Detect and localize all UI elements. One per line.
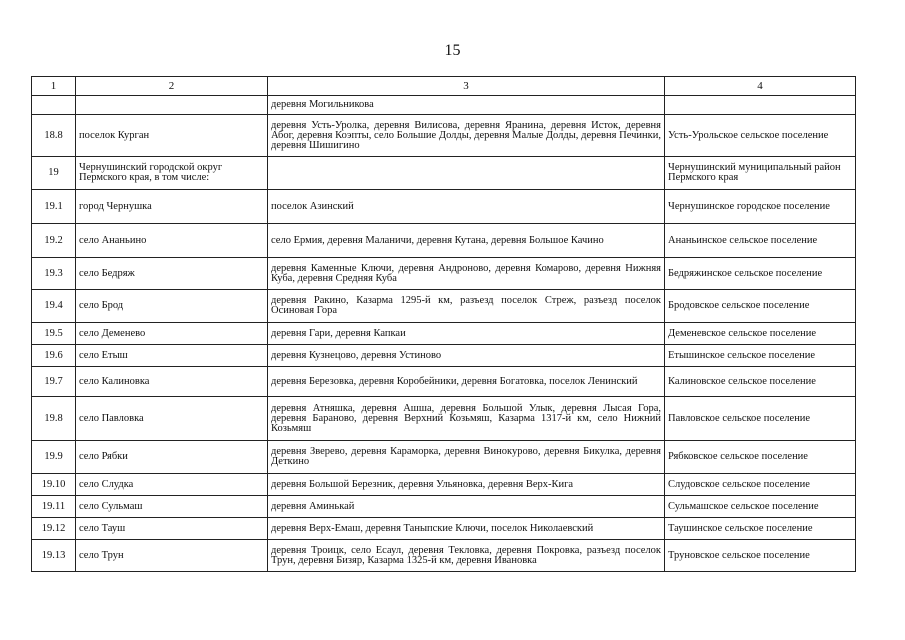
row-number: 19.12	[32, 518, 76, 540]
row-settlements: село Ермия, деревня Маланичи, деревня Кутана, деревня Большое Качино	[268, 224, 665, 258]
row-district: Бродовское сельское поселение	[665, 290, 856, 323]
row-number: 19.3	[32, 258, 76, 290]
row-number	[32, 96, 76, 115]
header-col-1: 1	[32, 77, 76, 96]
row-name: село Слудка	[76, 474, 268, 496]
row-number: 19.2	[32, 224, 76, 258]
row-district: Усть-Урольское сельское поселение	[665, 115, 856, 157]
row-name: Чернушинский городской округ Пермского края, в том числе:	[76, 157, 268, 190]
row-settlements: деревня Березовка, деревня Коробейники, деревня Богатовка, поселок Ленинский	[268, 367, 665, 397]
table-row	[32, 190, 856, 224]
row-number: 19.9	[32, 441, 76, 474]
row-number: 18.8	[32, 115, 76, 157]
row-name: село Сульмаш	[76, 496, 268, 518]
row-settlements: деревня Усть-Уролка, деревня Вилисова, деревня Яранина, деревня Исток, деревня Абог, деревня Коэпты, село Большие Долды, деревня Малые Долды, деревня Печинки, деревня Шишигино	[268, 115, 665, 157]
header-col-3: 3	[268, 77, 665, 96]
table-row	[32, 115, 856, 157]
table-row	[32, 157, 856, 190]
row-settlements: деревня Большой Березник, деревня Ульяновка, деревня Верх-Кига	[268, 474, 665, 496]
row-number: 19.6	[32, 345, 76, 367]
row-number: 19.4	[32, 290, 76, 323]
row-settlements: деревня Могильникова	[268, 96, 665, 115]
row-settlements: деревня Ракино, Казарма 1295-й км, разъезд поселок Стреж, разъезд поселок Осиновая Гора	[268, 290, 665, 323]
table-row	[32, 367, 856, 397]
row-name: село Етыш	[76, 345, 268, 367]
row-district: Рябковское сельское поселение	[665, 441, 856, 474]
row-district: Бедряжинское сельское поселение	[665, 258, 856, 290]
row-district: Чернушинское городское поселение	[665, 190, 856, 224]
row-number: 19.8	[32, 397, 76, 441]
row-settlements: поселок Азинский	[268, 190, 665, 224]
row-number: 19.13	[32, 540, 76, 572]
row-settlements: деревня Зверево, деревня Караморка, деревня Винокурово, деревня Бикулка, деревня Деткино	[268, 441, 665, 474]
header-col-4: 4	[665, 77, 856, 96]
row-number: 19.5	[32, 323, 76, 345]
row-settlements	[268, 157, 665, 190]
table-row	[32, 290, 856, 323]
settlements-table	[31, 76, 856, 572]
row-number: 19.10	[32, 474, 76, 496]
row-settlements: деревня Гари, деревня Капкаи	[268, 323, 665, 345]
row-name: поселок Курган	[76, 115, 268, 157]
row-number: 19	[32, 157, 76, 190]
table-row	[32, 496, 856, 518]
row-name: село Деменево	[76, 323, 268, 345]
row-settlements: деревня Аминькай	[268, 496, 665, 518]
row-name: село Трун	[76, 540, 268, 572]
row-district: Сульмашское сельское поселение	[665, 496, 856, 518]
table-header-row	[32, 77, 856, 96]
row-district: Калиновское сельское поселение	[665, 367, 856, 397]
row-settlements: деревня Атняшка, деревня Ашша, деревня Большой Улык, деревня Лысая Гора, деревня Бараново, деревня Верхний Козьмяш, Казарма 1317-й км, село Нижний Козьмяш	[268, 397, 665, 441]
header-col-2: 2	[76, 77, 268, 96]
row-name: село Калиновка	[76, 367, 268, 397]
row-district: Павловское сельское поселение	[665, 397, 856, 441]
table-row	[32, 397, 856, 441]
row-name: село Павловка	[76, 397, 268, 441]
table-row	[32, 518, 856, 540]
row-name: село Брод	[76, 290, 268, 323]
row-name	[76, 96, 268, 115]
table-row	[32, 474, 856, 496]
row-settlements: деревня Каменные Ключи, деревня Андроново, деревня Комарово, деревня Нижняя Куба, деревня Средняя Куба	[268, 258, 665, 290]
row-district: Слудовское сельское поселение	[665, 474, 856, 496]
row-settlements: деревня Верх-Емаш, деревня Таныпские Ключи, поселок Николаевский	[268, 518, 665, 540]
row-district: Таушинское сельское поселение	[665, 518, 856, 540]
table-row	[32, 258, 856, 290]
table-row	[32, 323, 856, 345]
table-row	[32, 540, 856, 572]
row-number: 19.7	[32, 367, 76, 397]
row-settlements: деревня Троицк, село Есаул, деревня Текловка, деревня Покровка, разъезд поселок Трун, деревня Бизяр, Казарма 1325-й км, деревня Ивановка	[268, 540, 665, 572]
row-district	[665, 96, 856, 115]
row-name: село Бедряж	[76, 258, 268, 290]
row-district: Труновское сельское поселение	[665, 540, 856, 572]
row-district: Етышинское сельское поселение	[665, 345, 856, 367]
table-row	[32, 96, 856, 115]
table-row	[32, 441, 856, 474]
row-name: село Ананьино	[76, 224, 268, 258]
table-row	[32, 224, 856, 258]
row-district: Ананьинское сельское поселение	[665, 224, 856, 258]
row-name: село Рябки	[76, 441, 268, 474]
row-district: Деменевское сельское поселение	[665, 323, 856, 345]
table-row	[32, 345, 856, 367]
page-number: 15	[444, 42, 461, 59]
row-number: 19.1	[32, 190, 76, 224]
row-name: село Тауш	[76, 518, 268, 540]
row-name: город Чернушка	[76, 190, 268, 224]
row-district: Чернушинский муниципальный район Пермского края	[665, 157, 856, 190]
row-number: 19.11	[32, 496, 76, 518]
row-settlements: деревня Кузнецово, деревня Устиново	[268, 345, 665, 367]
